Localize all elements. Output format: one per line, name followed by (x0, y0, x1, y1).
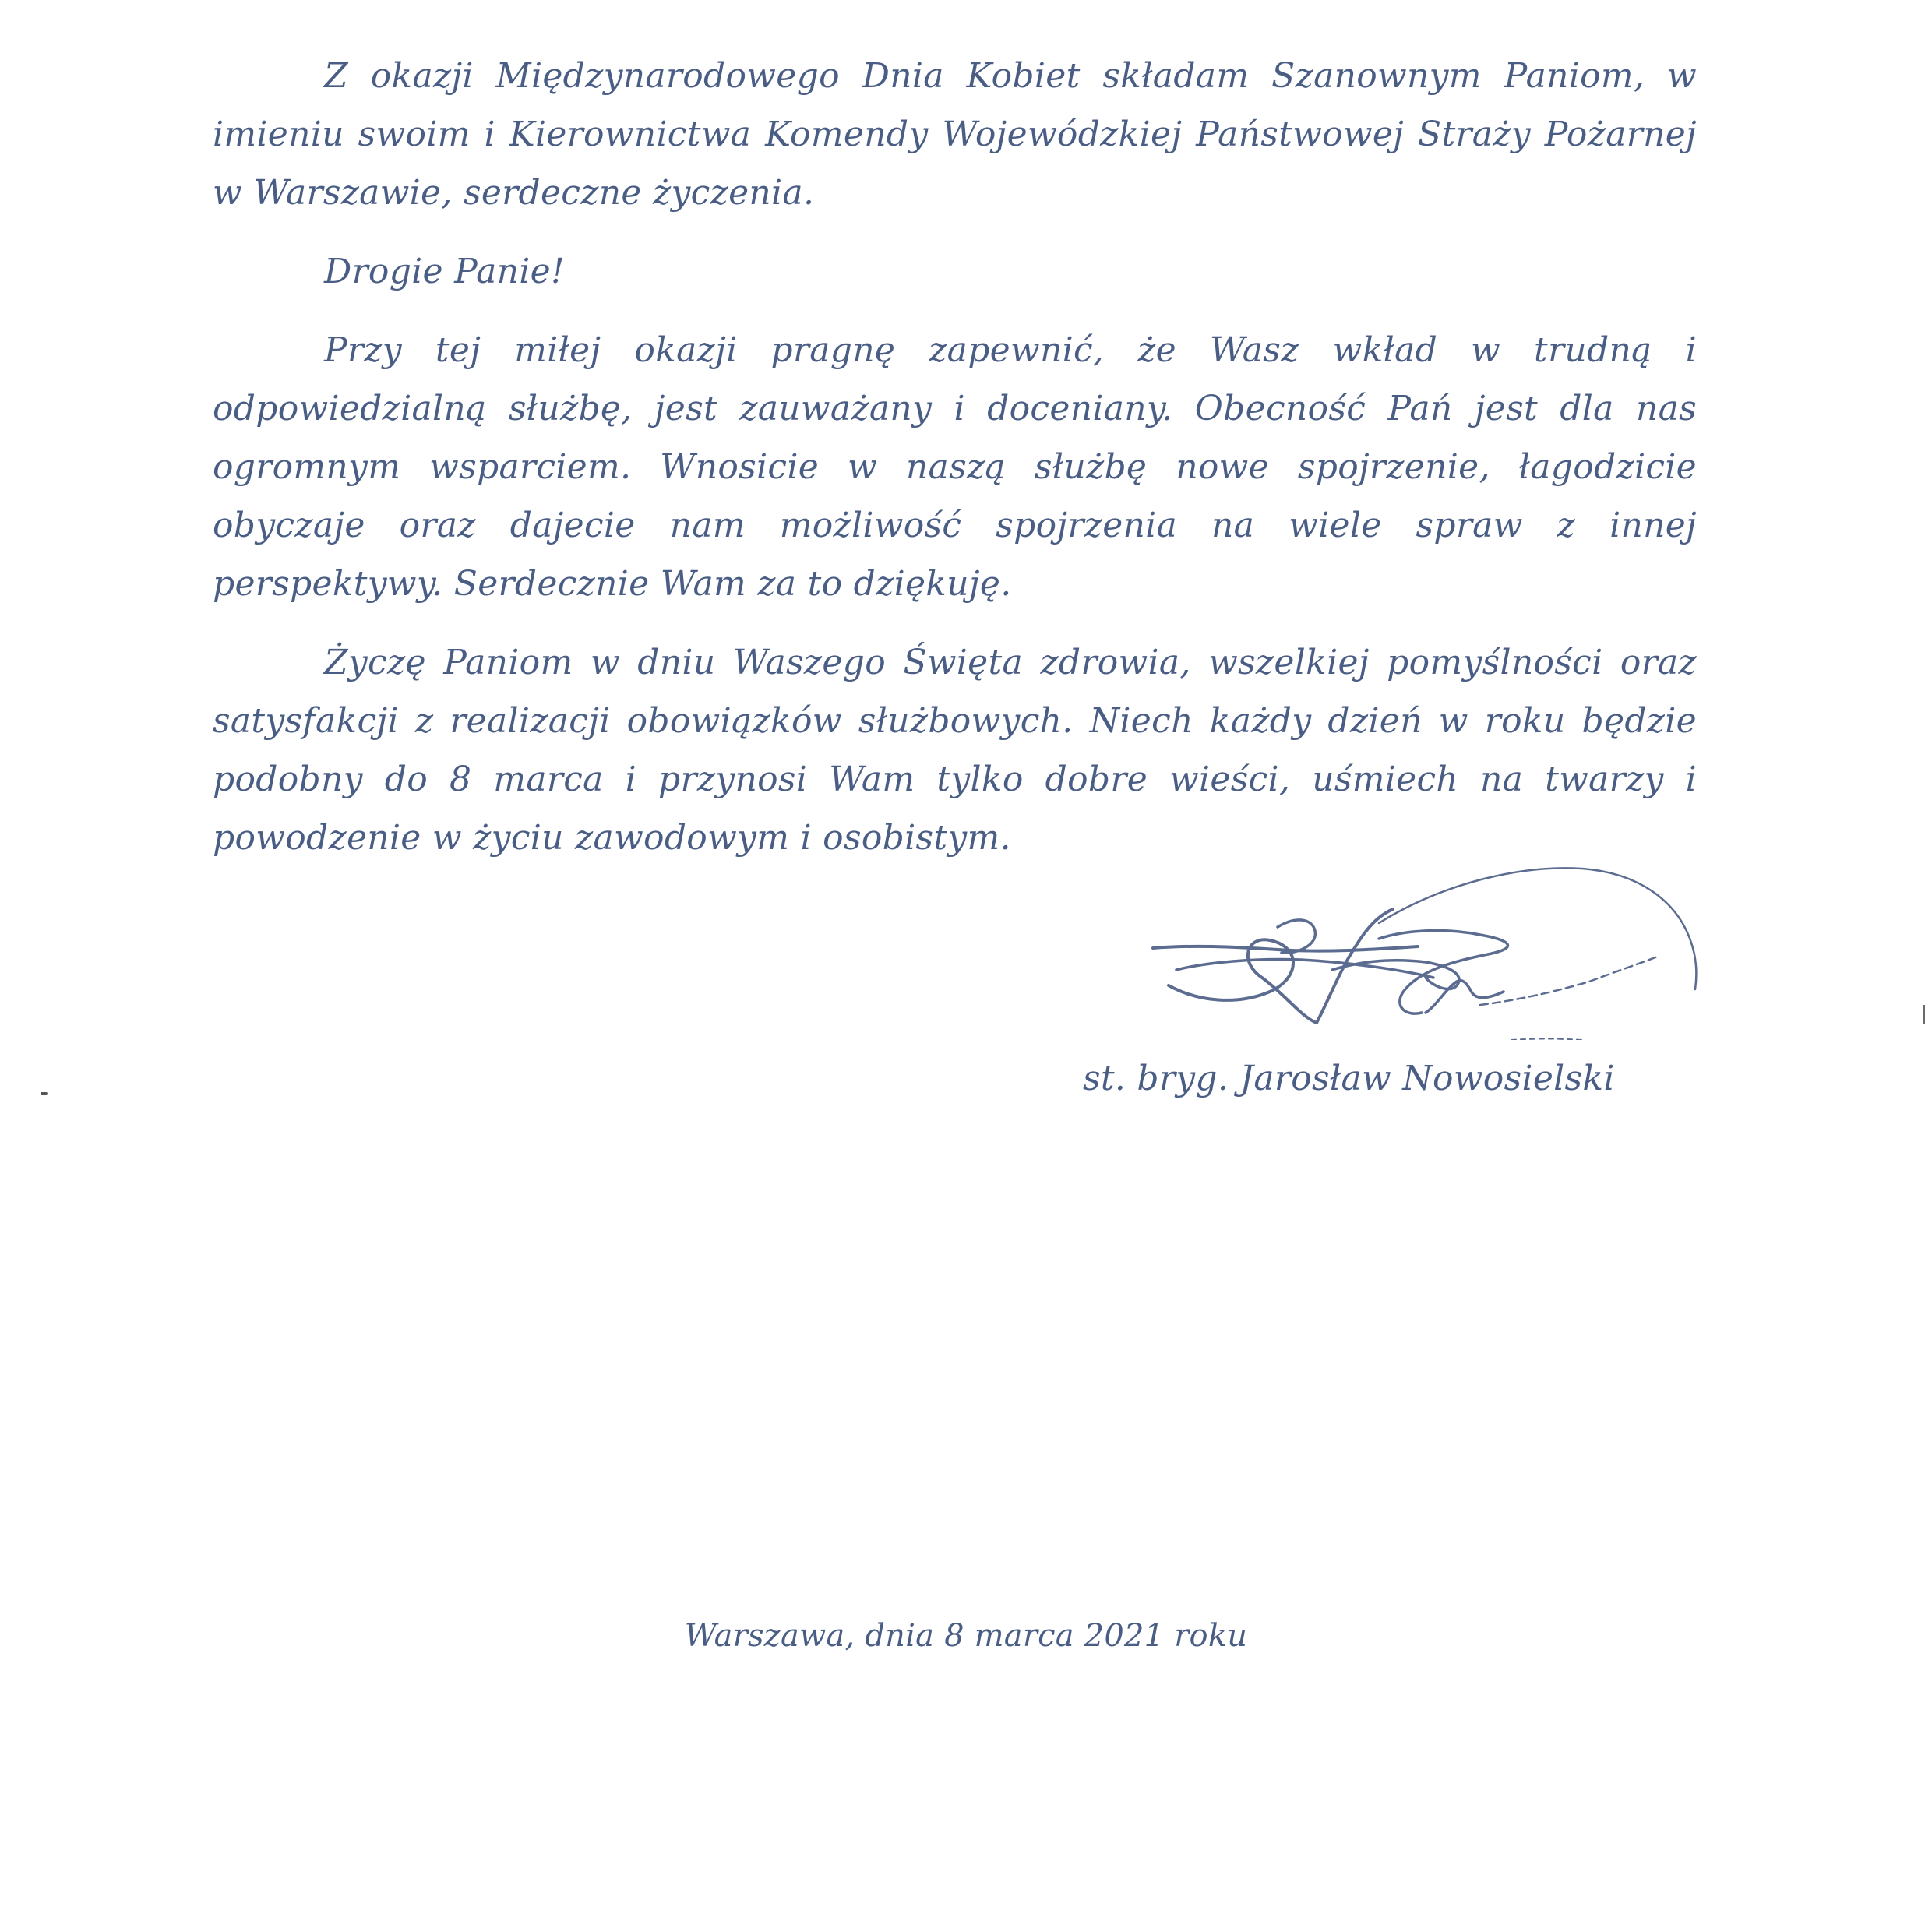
paragraph-intro: Z okazji Międzynarodowego Dnia Kobiet składam Szanownym Paniom, w imieniu swoim i Kierownictwa Komendy Wojewódzkiej Państwowej Straży Pożarnej w Warszawie, serdeczne życzenia. (213, 56, 1697, 213)
paragraph-greeting: Drogie Panie! (324, 252, 565, 291)
handwritten-signature (1145, 853, 1706, 1040)
signature-scribble-icon (1145, 853, 1706, 1040)
scan-edge-mark (1923, 1005, 1925, 1024)
scan-speck (41, 1092, 48, 1095)
paragraph-appreciation: Przy tej miłej okazji pragnę zapewnić, że Wasz wkład w trudną i odpowiedzialną służbę, jest zauważany i doceniany. Obecność Pań jest dla nas ogromnym wsparciem. Wnosicie w naszą służbę nowe spojrzenie, łagodzicie obyczaje oraz dajecie nam możliwość spojrzenia na wiele spraw z innej perspektywy. Serdecznie Wam za to dziękuję. (213, 330, 1697, 604)
signer-name: st. bryg. Jarosław Nowosielski (1083, 1059, 1615, 1098)
letter-body (213, 47, 1697, 887)
place-and-date: Warszawa, dnia 8 marca 2021 roku (684, 1618, 1248, 1654)
paragraph-wishes: Życzę Paniom w dniu Waszego Święta zdrowia, wszelkiej pomyślności oraz satysfakcji z realizacji obowiązków służbowych. Niech każdy dzień w roku będzie podobny do 8 marca i przynosi Wam tylko dobre wieści, uśmiech na twarzy i powodzenie w życiu zawodowym i osobistym. (213, 643, 1697, 858)
